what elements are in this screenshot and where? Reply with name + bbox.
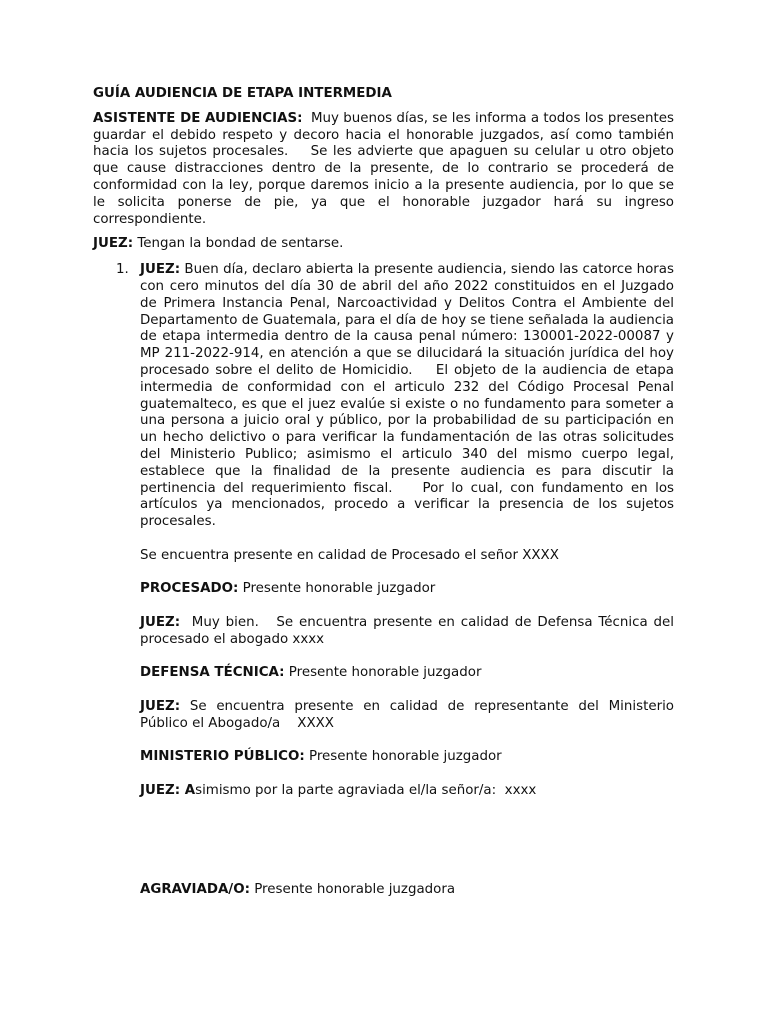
document-title: GUÍA AUDIENCIA DE ETAPA INTERMEDIA: [93, 86, 392, 101]
speaker-label: JUEZ:: [140, 698, 181, 714]
line-ministerio-publico: [140, 749, 674, 766]
document-body: [93, 86, 679, 898]
speaker-label: JUEZ:: [140, 614, 181, 630]
paragraph-text: Buen día, declaro abierta la presente audiencia, siendo las catorce horas con cero minutos del día 30 de abril del año 2022 constituidos en el Juzgado de Primera Instancia Penal, Narcoactividad y Delitos Contra el Ambiente del Departamento de Guatemala, para el día de hoy se tiene señalada la audiencia de etapa intermedia dentro de la causa penal número: 130001-2022-00087 y MP 211-2022-914, en atención a que se dilucidará la situación jurídica del hoy procesado sobre el delito de Homicidio. El objeto de la audiencia de etapa intermedia de conformidad con el articulo 232 del Código Procesal Penal guatemalteco, es que el juez evalúe si existe o no fundamento para someter a una persona a juicio oral y público, por la probabilidad de su participación en un hecho delictivo o para verificar la fundamentación de las otras solicitudes del Ministerio Publico; asimismo el articulo 340 del mismo cuerpo legal, establece que la finalidad de la presente audiencia es para discutir la pertinencia del requerimiento fiscal. Por lo cual, con fundamento en los artículos ya mencionados, procedo a verificar la presencia de los sujetos procesales.: [140, 262, 679, 530]
line-defensa-tecnica: [140, 665, 674, 682]
paragraph-text: Presente honorable juzgadora: [249, 881, 456, 897]
line-juez-ministerio: [140, 698, 679, 733]
speaker-label: JUEZ:: [140, 262, 181, 278]
paragraph-text: simismo por la parte agraviada el/la señor/a: xxxx: [195, 782, 537, 798]
paragraph-text: Tengan la bondad de sentarse.: [133, 236, 344, 252]
numbered-list: [93, 262, 679, 898]
paragraph-text: Presente honorable juzgador: [238, 581, 436, 597]
paragraph-text: Se encuentra presente en calidad de representante del Ministerio Público el Abogado/a XXXX: [140, 698, 679, 731]
speaker-label: AGRAVIADA/O:: [140, 881, 250, 897]
paragraph-asistente: [93, 110, 679, 229]
line-procesado-presente: [140, 548, 674, 565]
paragraph-text: Se encuentra presente en calidad de Procesado el señor XXXX: [140, 547, 559, 563]
speaker-label: JUEZ: A: [140, 782, 196, 798]
line-agraviada: [140, 882, 674, 899]
speaker-label: PROCESADO:: [140, 581, 239, 597]
speaker-label: DEFENSA TÉCNICA:: [140, 665, 285, 681]
speaker-label: JUEZ:: [93, 236, 134, 252]
line-procesado: [140, 581, 674, 598]
line-juez-defensa: [140, 614, 679, 649]
paragraph-text: Muy buenos días, se les informa a todos los presentes guardar el debido respeto y decoro hacia el honorable juzgados, así como también hacia los sujetos procesales. Se les advierte que apaguen su celular u otro objeto que cause distracciones dentro de la presente, de lo contrario se procederá de conformidad con la ley, porque daremos inicio a la presente audiencia, por lo que se le solicita ponerse de pie, ya que el honorable juzgador hará su ingreso correspondiente.: [93, 110, 679, 227]
speaker-label: MINISTERIO PÚBLICO:: [140, 749, 305, 765]
speaker-label: ASISTENTE DE AUDIENCIAS:: [93, 110, 303, 126]
paragraph-text: Presente honorable juzgador: [304, 749, 502, 765]
line-juez-agraviada: [140, 783, 674, 800]
paragraph-text: Presente honorable juzgador: [284, 665, 482, 681]
list-number: 1.: [116, 262, 129, 278]
paragraph-text: Muy bien. Se encuentra presente en calidad de Defensa Técnica del procesado el abogado xxxx: [140, 614, 679, 647]
list-item-juez: [140, 262, 679, 531]
paragraph-juez-sentarse: [93, 236, 674, 253]
